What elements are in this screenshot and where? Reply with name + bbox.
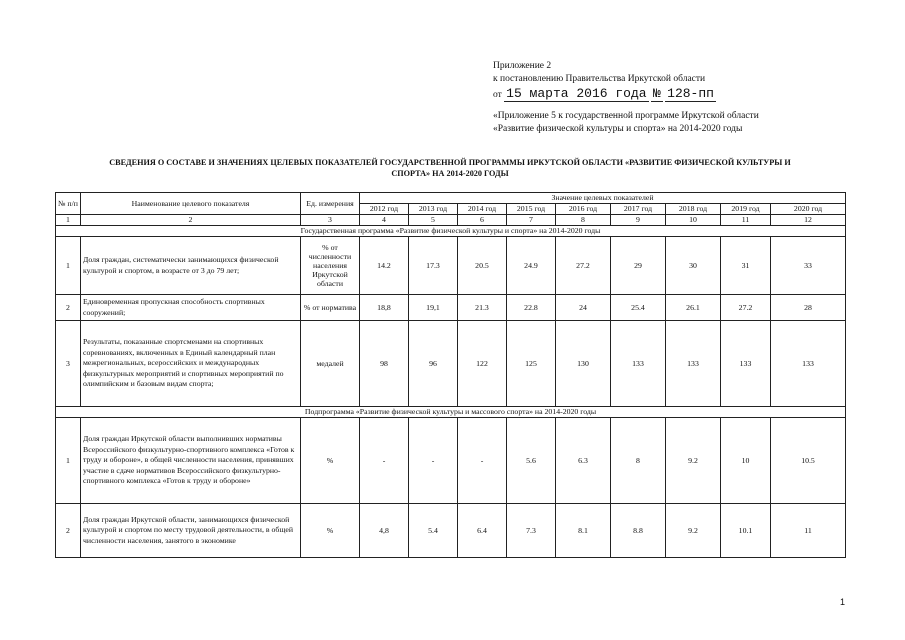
appendix-header	[493, 60, 873, 136]
value-cell: 17.3	[409, 237, 458, 295]
unit-cell: % от численности населения Иркутской области	[301, 237, 360, 295]
title-line-2: СПОРТА» НА 2014-2020 ГОДЫ	[391, 169, 509, 178]
row-number: 2	[56, 295, 81, 321]
value-cell: 8.1	[556, 504, 611, 558]
value-cell: 18,8	[360, 295, 409, 321]
program-name: «Развитие физической культуры и спорта» на 2014-2020 годы	[493, 124, 743, 134]
section-program-title: Государственная программа «Развитие физической культуры и спорта» на 2014-2020 годы	[56, 226, 846, 237]
row-number: 1	[56, 418, 81, 504]
unit-cell: %	[301, 418, 360, 504]
value-cell: 133	[721, 321, 771, 407]
column-number: 2	[81, 215, 301, 226]
value-cell: 33	[771, 237, 846, 295]
resolution-ref: к постановлению Правительства Иркутской области	[493, 74, 706, 84]
column-number: 1	[56, 215, 81, 226]
value-cell: 24.9	[507, 237, 556, 295]
resolution-date-line	[493, 87, 873, 102]
year-header: 2014 год	[458, 204, 507, 215]
value-cell: 133	[666, 321, 721, 407]
value-cell: 21.3	[458, 295, 507, 321]
value-cell: 6.3	[556, 418, 611, 504]
ot-label: от	[493, 90, 502, 100]
column-number: 10	[666, 215, 721, 226]
value-cell: 9.2	[666, 504, 721, 558]
value-cell: 96	[409, 321, 458, 407]
value-cell: 6.4	[458, 504, 507, 558]
year-header: 2012 год	[360, 204, 409, 215]
value-cell: 133	[611, 321, 666, 407]
column-number: 8	[556, 215, 611, 226]
value-cell: 24	[556, 295, 611, 321]
value-cell: 30	[666, 237, 721, 295]
indicator-name: Доля граждан Иркутской области выполнивших нормативы Всероссийского физкультурно-спортивного комплекса «Готов к труду и обороне», в общей численности населения, принявших участие в сдаче нормативов Всероссийского физкультурно-спортивного комплекса «Готов к труду и обороне»	[81, 418, 301, 504]
indicator-name: Доля граждан, систематически занимающихся физической культурой и спортом, в возрасте от 3 до 79 лет;	[81, 237, 301, 295]
value-cell: 98	[360, 321, 409, 407]
appendix-label: Приложение 2	[493, 61, 552, 71]
program-appendix-ref: «Приложение 5 к государственной программе Иркутской области	[493, 111, 759, 121]
value-cell: 14.2	[360, 237, 409, 295]
value-cell: 10	[721, 418, 771, 504]
value-cell: 5.4	[409, 504, 458, 558]
section-row-program	[56, 226, 846, 237]
year-header: 2017 год	[611, 204, 666, 215]
value-cell: 10.1	[721, 504, 771, 558]
year-header: 2013 год	[409, 204, 458, 215]
value-cell: 8	[611, 418, 666, 504]
col-header-values: Значение целевых показателей	[360, 193, 846, 204]
year-header: 2020 год	[771, 204, 846, 215]
value-cell: -	[409, 418, 458, 504]
year-header: 2019 год	[721, 204, 771, 215]
value-cell: 130	[556, 321, 611, 407]
value-cell: 31	[721, 237, 771, 295]
value-cell: 125	[507, 321, 556, 407]
number-sign: №	[652, 86, 661, 101]
value-cell: 11	[771, 504, 846, 558]
column-number: 12	[771, 215, 846, 226]
resolution-number: 128-пп	[667, 86, 714, 101]
header-row-1	[56, 193, 846, 204]
col-header-num: № п/п	[56, 193, 81, 215]
value-cell: -	[360, 418, 409, 504]
column-number: 11	[721, 215, 771, 226]
page-number: 1	[840, 597, 846, 607]
value-cell: 5.6	[507, 418, 556, 504]
column-number: 5	[409, 215, 458, 226]
indicator-name: Результаты, показанные спортсменами на спортивных соревнованиях, включенных в Единый календарный план межрегиональных, всероссийских и международных физкультурных мероприятий и спортивных мероприятий по олимпийским и базовым видам спорта;	[81, 321, 301, 407]
unit-cell: %	[301, 504, 360, 558]
value-cell: 9.2	[666, 418, 721, 504]
column-number: 4	[360, 215, 409, 226]
value-cell: 22.8	[507, 295, 556, 321]
value-cell: 27.2	[556, 237, 611, 295]
document-title	[55, 157, 845, 179]
column-number: 3	[301, 215, 360, 226]
section-subprogram-title: Подпрограмма «Развитие физической культуры и массового спорта» на 2014-2020 годы	[56, 407, 846, 418]
indicator-name: Единовременная пропускная способность спортивных сооружений;	[81, 295, 301, 321]
row-number: 3	[56, 321, 81, 407]
indicators-table	[55, 192, 846, 558]
value-cell: 4,8	[360, 504, 409, 558]
table-row	[56, 295, 846, 321]
value-cell: 133	[771, 321, 846, 407]
indicator-name: Доля граждан Иркутской области, занимающихся физической культурой и спортом по месту трудовой деятельности, в общей численности населения, занятого в экономике	[81, 504, 301, 558]
col-header-name: Наименование целевого показателя	[81, 193, 301, 215]
value-cell: 29	[611, 237, 666, 295]
table-row	[56, 321, 846, 407]
year-header: 2016 год	[556, 204, 611, 215]
value-cell: -	[458, 418, 507, 504]
unit-cell: медалей	[301, 321, 360, 407]
value-cell: 20.5	[458, 237, 507, 295]
resolution-date: 15 марта 2016 года	[506, 86, 647, 101]
unit-cell: % от норматива	[301, 295, 360, 321]
value-cell: 10.5	[771, 418, 846, 504]
value-cell: 122	[458, 321, 507, 407]
year-header: 2018 год	[666, 204, 721, 215]
table-row	[56, 418, 846, 504]
section-row-subprogram	[56, 407, 846, 418]
value-cell: 28	[771, 295, 846, 321]
column-number: 9	[611, 215, 666, 226]
table-row	[56, 237, 846, 295]
col-header-unit: Ед. измерения	[301, 193, 360, 215]
row-number: 2	[56, 504, 81, 558]
value-cell: 7.3	[507, 504, 556, 558]
table-row	[56, 504, 846, 558]
value-cell: 8.8	[611, 504, 666, 558]
value-cell: 25.4	[611, 295, 666, 321]
title-line-1: СВЕДЕНИЯ О СОСТАВЕ И ЗНАЧЕНИЯХ ЦЕЛЕВЫХ ПОКАЗАТЕЛЕЙ ГОСУДАРСТВЕННОЙ ПРОГРАММЫ ИРКУТСКОЙ ОБЛАСТИ «РАЗВИТИЕ ФИЗИЧЕСКОЙ КУЛЬТУРЫ И	[109, 158, 791, 167]
column-number: 6	[458, 215, 507, 226]
column-number: 7	[507, 215, 556, 226]
value-cell: 27.2	[721, 295, 771, 321]
value-cell: 19,1	[409, 295, 458, 321]
row-number: 1	[56, 237, 81, 295]
header-row-column-numbers	[56, 215, 846, 226]
value-cell: 26.1	[666, 295, 721, 321]
year-header: 2015 год	[507, 204, 556, 215]
